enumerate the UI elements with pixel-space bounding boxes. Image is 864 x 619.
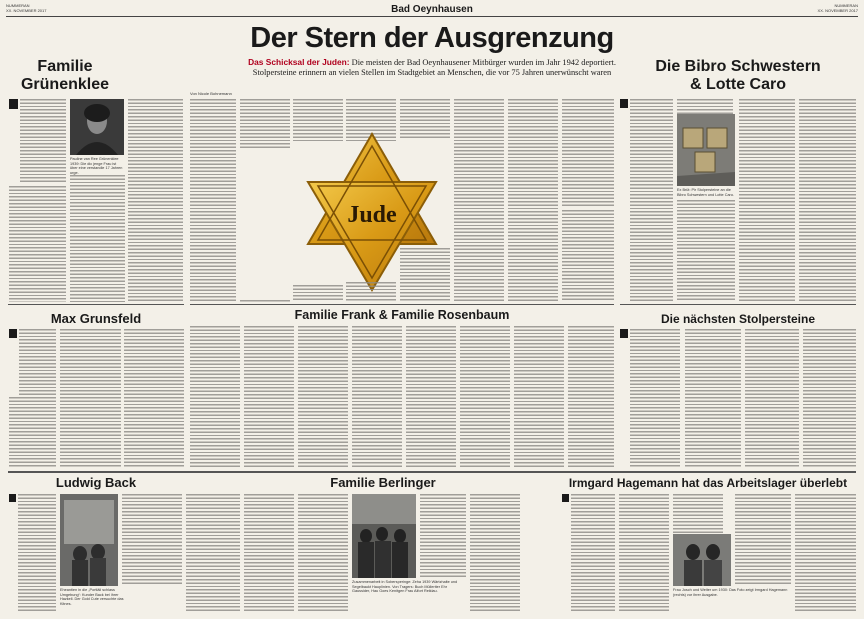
- next-stones-column-1: [630, 329, 680, 468]
- left-article-column-2: [70, 175, 125, 302]
- frank-column-1: [190, 326, 240, 468]
- back-column-2: [122, 494, 182, 584]
- main-column-7: [508, 99, 558, 302]
- back-column-1: [18, 494, 56, 612]
- frank-column-3: [298, 326, 348, 468]
- next-stones-column-2: [685, 329, 741, 468]
- left-title-line1: Familie: [37, 58, 93, 75]
- hagemann-caption: Frau Josch und Weiter um 1930: Das Foto zeigt Irmgard Hagemann (rechts) vor ihrer Ausgabe.: [673, 588, 788, 597]
- back-column-3: [186, 494, 240, 612]
- main-column-8-bottom: [562, 210, 614, 302]
- portrait-image: [70, 99, 124, 155]
- main-deck: [244, 57, 620, 78]
- bottom-divider: [8, 471, 856, 473]
- next-stones-column-4: [803, 329, 856, 468]
- header-right-line1: NUMMERAN: [834, 3, 858, 8]
- frank-column-4: [352, 326, 402, 468]
- berlinger-caption: Zusammenarbeit in Sobersperinge: Zeha 1939 Wärtzhalte und Segelbaukt Hauplinien. Von Tragers: Buch Mülleriter Ehr Gaussider, Hau Goes Kenitgen Frau Alfort Reiklau.: [352, 580, 458, 594]
- byline: Von Nicole Bohnemann: [190, 91, 232, 96]
- star-label: Jude: [347, 202, 397, 228]
- drop-cap-5: [9, 494, 16, 502]
- deck-kicker: Das Schicksal der Juden:: [248, 57, 350, 67]
- hagemann-photo: [673, 534, 731, 586]
- main-column-3-bottom: [293, 285, 343, 302]
- frank-column-7: [514, 326, 564, 468]
- bottom-title-left: Ludwig Back: [55, 475, 137, 490]
- main-column-5-bottom: [400, 248, 450, 302]
- header-right: [818, 3, 858, 13]
- frank-column-8: [568, 326, 614, 468]
- section-name: Bad Oeynhausen: [391, 4, 473, 15]
- right-article-column-1: [630, 99, 673, 302]
- header-right-line2: XX. NOVEMBER 2017: [817, 8, 858, 13]
- portrait-caption: Pauline van Ree Grünenklee 1939: Die dic jenge Frau ist über eine verstandle 17 Jahren urge.: [70, 157, 123, 175]
- berlinger-column-4: [470, 494, 520, 612]
- middle-section-title: Familie Frank & Familie Rosenbaum: [294, 308, 510, 322]
- header-left-line2: XX. NOVEMBER 2017: [6, 8, 47, 13]
- drop-cap-2: [9, 329, 17, 338]
- hagemann-column-2: [619, 494, 669, 612]
- right-article-column-3: [739, 99, 795, 302]
- grunsfeld-column-2: [60, 329, 121, 468]
- main-column-6: [454, 99, 504, 302]
- back-caption: Eheantien in die „Portläli schlass Umgebung“: Kunder Back bei ihrer Hazkell. Der Gold Cute versuchte das Kitnes.: [60, 588, 124, 606]
- berlinger-photo: [352, 494, 416, 578]
- left-article-column-1a: [20, 99, 66, 183]
- main-headline: Der Stern der Ausgrenzung: [250, 22, 614, 54]
- main-column-1: [190, 99, 236, 302]
- frank-column-2: [244, 326, 294, 468]
- right-divider: [620, 304, 856, 305]
- stolpersteine-image: [677, 114, 735, 186]
- right-article-title: [620, 58, 856, 94]
- frank-column-6: [460, 326, 510, 468]
- bottom-title-mid: Familie Berlinger: [330, 475, 436, 490]
- right-title-line1: Die Bibro Schwestern: [655, 58, 821, 75]
- back-image: [60, 494, 118, 586]
- next-stones-column-3: [745, 329, 799, 468]
- berlinger-image: [352, 494, 416, 578]
- berlinger-column-2: [298, 494, 348, 612]
- right-article-column-2: [677, 200, 735, 302]
- header-left-line1: NUMMERAN: [6, 3, 30, 8]
- berlinger-column-3: [420, 494, 466, 578]
- hagemann-column-1: [571, 494, 615, 612]
- stones-caption: Ex Brüt: Pir Stolpersteine an die Bibro Schwestern und Lotte Caro.: [677, 188, 734, 197]
- main-filler: [240, 300, 290, 302]
- drop-cap-4: [620, 329, 628, 338]
- stones-photo: [677, 114, 735, 186]
- deck-text: Die meisten der Bad Oeynhausener Mitbürger wurden im Jahr 1942 deportiert. Stolpersteine erinnern an vielen Stellen im Stadtgebiet an Menschen, die vor 75 Jahren unerwünscht waren: [252, 58, 616, 77]
- berlinger-column-1: [244, 494, 294, 612]
- main-column-8-top: [562, 99, 614, 207]
- back-photo: [60, 494, 118, 586]
- grunsfeld-column-1a: [19, 329, 56, 395]
- left-article-column-1b: [9, 186, 66, 302]
- grunsfeld-column-1b: [9, 397, 56, 468]
- main-column-4-bottom: [346, 282, 396, 302]
- bottom-title-right: Irmgard Hagemann hat das Arbeitslager überlebt: [568, 476, 848, 490]
- middle-divider: [190, 304, 614, 305]
- left-article-title: [8, 58, 122, 94]
- portrait-photo: [70, 99, 124, 155]
- grunsfeld-column-3: [124, 329, 184, 468]
- page-header: [6, 3, 858, 17]
- hagemann-image: [673, 534, 731, 586]
- drop-cap-3: [620, 99, 628, 108]
- right-article-column-4: [799, 99, 856, 302]
- drop-cap: [9, 99, 18, 109]
- left-title-line2: Grünenklee: [20, 76, 110, 93]
- hagemann-column-5: [795, 494, 856, 612]
- hagemann-column-4: [735, 494, 791, 586]
- right-title-line2: & Lotte Caro: [690, 76, 786, 93]
- frank-column-5: [406, 326, 456, 468]
- drop-cap-6: [562, 494, 569, 502]
- left-divider: [8, 304, 184, 305]
- left-sub-title: Max Grunsfeld: [50, 311, 142, 326]
- left-article-column-3: [128, 99, 183, 302]
- right-sub-title: Die nächsten Stolpersteine: [660, 312, 816, 326]
